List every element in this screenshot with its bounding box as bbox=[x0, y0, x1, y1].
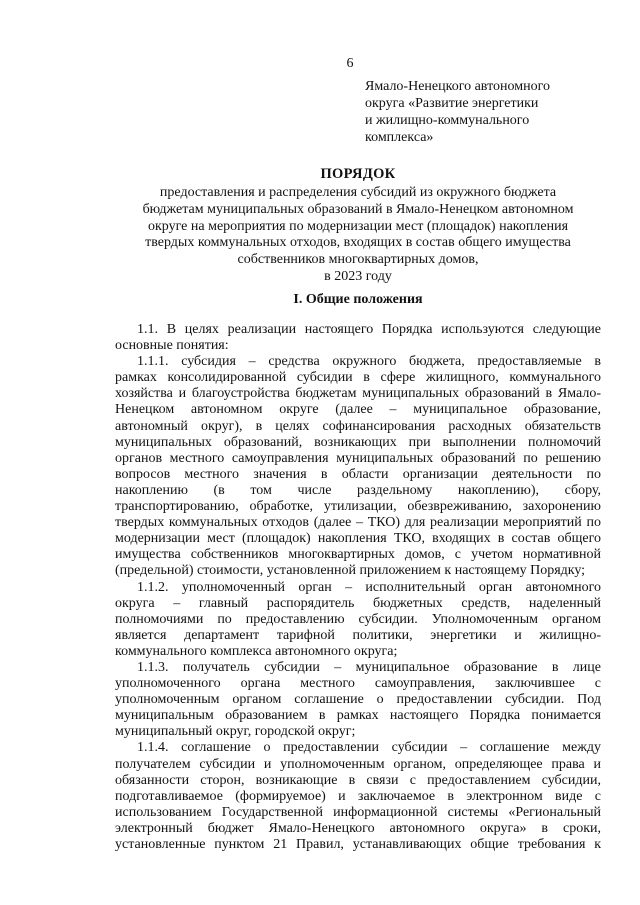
body-line: уполномоченного органа местного самоуправления, заключившее с bbox=[115, 676, 601, 692]
body-line: имущества собственников многоквартирных домов, с учетом нормативной bbox=[115, 547, 601, 563]
body-line: накоплению (в том числе раздельному накоплению), сбору, bbox=[115, 482, 601, 498]
body-line: округа – главный распорядитель бюджетных средств, наделенный bbox=[115, 595, 601, 611]
body-line: муниципальных образований, возникающих при выполнении полномочий bbox=[115, 434, 601, 450]
body-line: является департамент тарифной политики, энергетики и жилищно- bbox=[115, 627, 601, 643]
page-number: 6 bbox=[346, 56, 354, 71]
body-line: 1.1.2. уполномоченный орган – исполнительный орган автономного bbox=[137, 579, 601, 595]
body-line: 1.1.4. соглашение о предоставлении субсидии – соглашение между bbox=[137, 740, 601, 756]
appendix-header bbox=[365, 78, 615, 146]
body-line: 1.1. В целях реализации настоящего Порядка используются следующие bbox=[137, 322, 601, 337]
body-line: уполномоченным органом соглашение о предоставлении субсидии. Под bbox=[115, 692, 601, 708]
header-line: Ямало-Ненецкого автономного bbox=[365, 79, 550, 94]
header-line: округа «Развитие энергетики bbox=[365, 96, 539, 111]
body-line: электронный бюджет Ямало-Ненецкого автономного округа» в сроки, bbox=[115, 820, 601, 836]
subtitle-line: предоставления и распределения субсидий из окружного бюджета bbox=[159, 185, 557, 200]
body-text bbox=[115, 322, 601, 853]
body-line: обязанности сторон, возникающие в связи с предоставлением субсидии, bbox=[115, 772, 601, 788]
subtitle-line: собственников многоквартирных домов, bbox=[237, 252, 479, 268]
body-line: установленные пунктом 21 Правил, устанавливающих общие требования к bbox=[115, 837, 601, 852]
body-line: получателем субсидии и уполномоченным органом, определяющее права и bbox=[115, 756, 601, 772]
body-line: автономный округ), в целях софинансирования расходных обязательств bbox=[115, 418, 601, 434]
body-line: муниципальный округ, городской округ; bbox=[115, 724, 356, 740]
body-line: полномочиями по предоставлению субсидии. Уполномоченным органом bbox=[115, 611, 601, 627]
body-line: Ненецком автономном округе (далее – муниципальное образование, bbox=[115, 402, 601, 418]
body-line: основные понятия: bbox=[115, 338, 229, 354]
body-line: подготавливаемое (формируемое) и заключаемое в электронном виде с bbox=[115, 788, 601, 804]
subtitle-line: твердых коммунальных отходов, входящих в состав общего имущества bbox=[145, 235, 571, 251]
body-line: вопросов местного значения в области организации деятельности по bbox=[115, 466, 601, 482]
section-heading: I. Общие положения bbox=[293, 292, 423, 307]
subtitle-line: в 2023 году bbox=[324, 268, 392, 284]
body-line: 1.1.1. субсидия – средства окружного бюджета, предоставляемые в bbox=[137, 354, 601, 370]
body-line: использованием Государственной информационной системы «Региональный bbox=[115, 804, 601, 820]
subtitle-line: округе на мероприятия по модернизации мест (площадок) накопления bbox=[147, 218, 569, 234]
document-subtitle bbox=[115, 185, 601, 286]
header-line: и жилищно-коммунального bbox=[365, 113, 530, 128]
header-line: комплекса» bbox=[365, 130, 434, 145]
body-line: коммунального комплекса автономного округа; bbox=[115, 643, 398, 659]
body-line: 1.1.3. получатель субсидии – муниципальное образование в лице bbox=[137, 659, 601, 675]
body-line: транспортированию, обработке, утилизации, обезвреживанию, захоронению bbox=[115, 499, 601, 515]
body-line: (предельной) стоимости, установленной приложением к настоящему Порядку; bbox=[115, 563, 586, 579]
body-line: муниципальным образованием в рамках настоящего Порядка понимается bbox=[115, 708, 601, 724]
body-line: модернизации мест (площадок) накопления ТКО, входящих в состав общего bbox=[115, 531, 601, 547]
document-title: ПОРЯДОК bbox=[320, 166, 396, 182]
body-line: рамках консолидированной субсидии в сфере жилищного, коммунального bbox=[115, 370, 601, 386]
body-line: твердых коммунальных отходов (далее – ТКО) для реализации мероприятий по bbox=[115, 515, 601, 531]
subtitle-line: бюджетам муниципальных образований в Ямало-Ненецком автономном bbox=[142, 201, 574, 217]
body-line: органов местного самоуправления муниципальных образований по решению bbox=[115, 450, 601, 466]
body-line: хозяйства и благоустройства бюджетам муниципальных образований в Ямало- bbox=[115, 386, 601, 402]
